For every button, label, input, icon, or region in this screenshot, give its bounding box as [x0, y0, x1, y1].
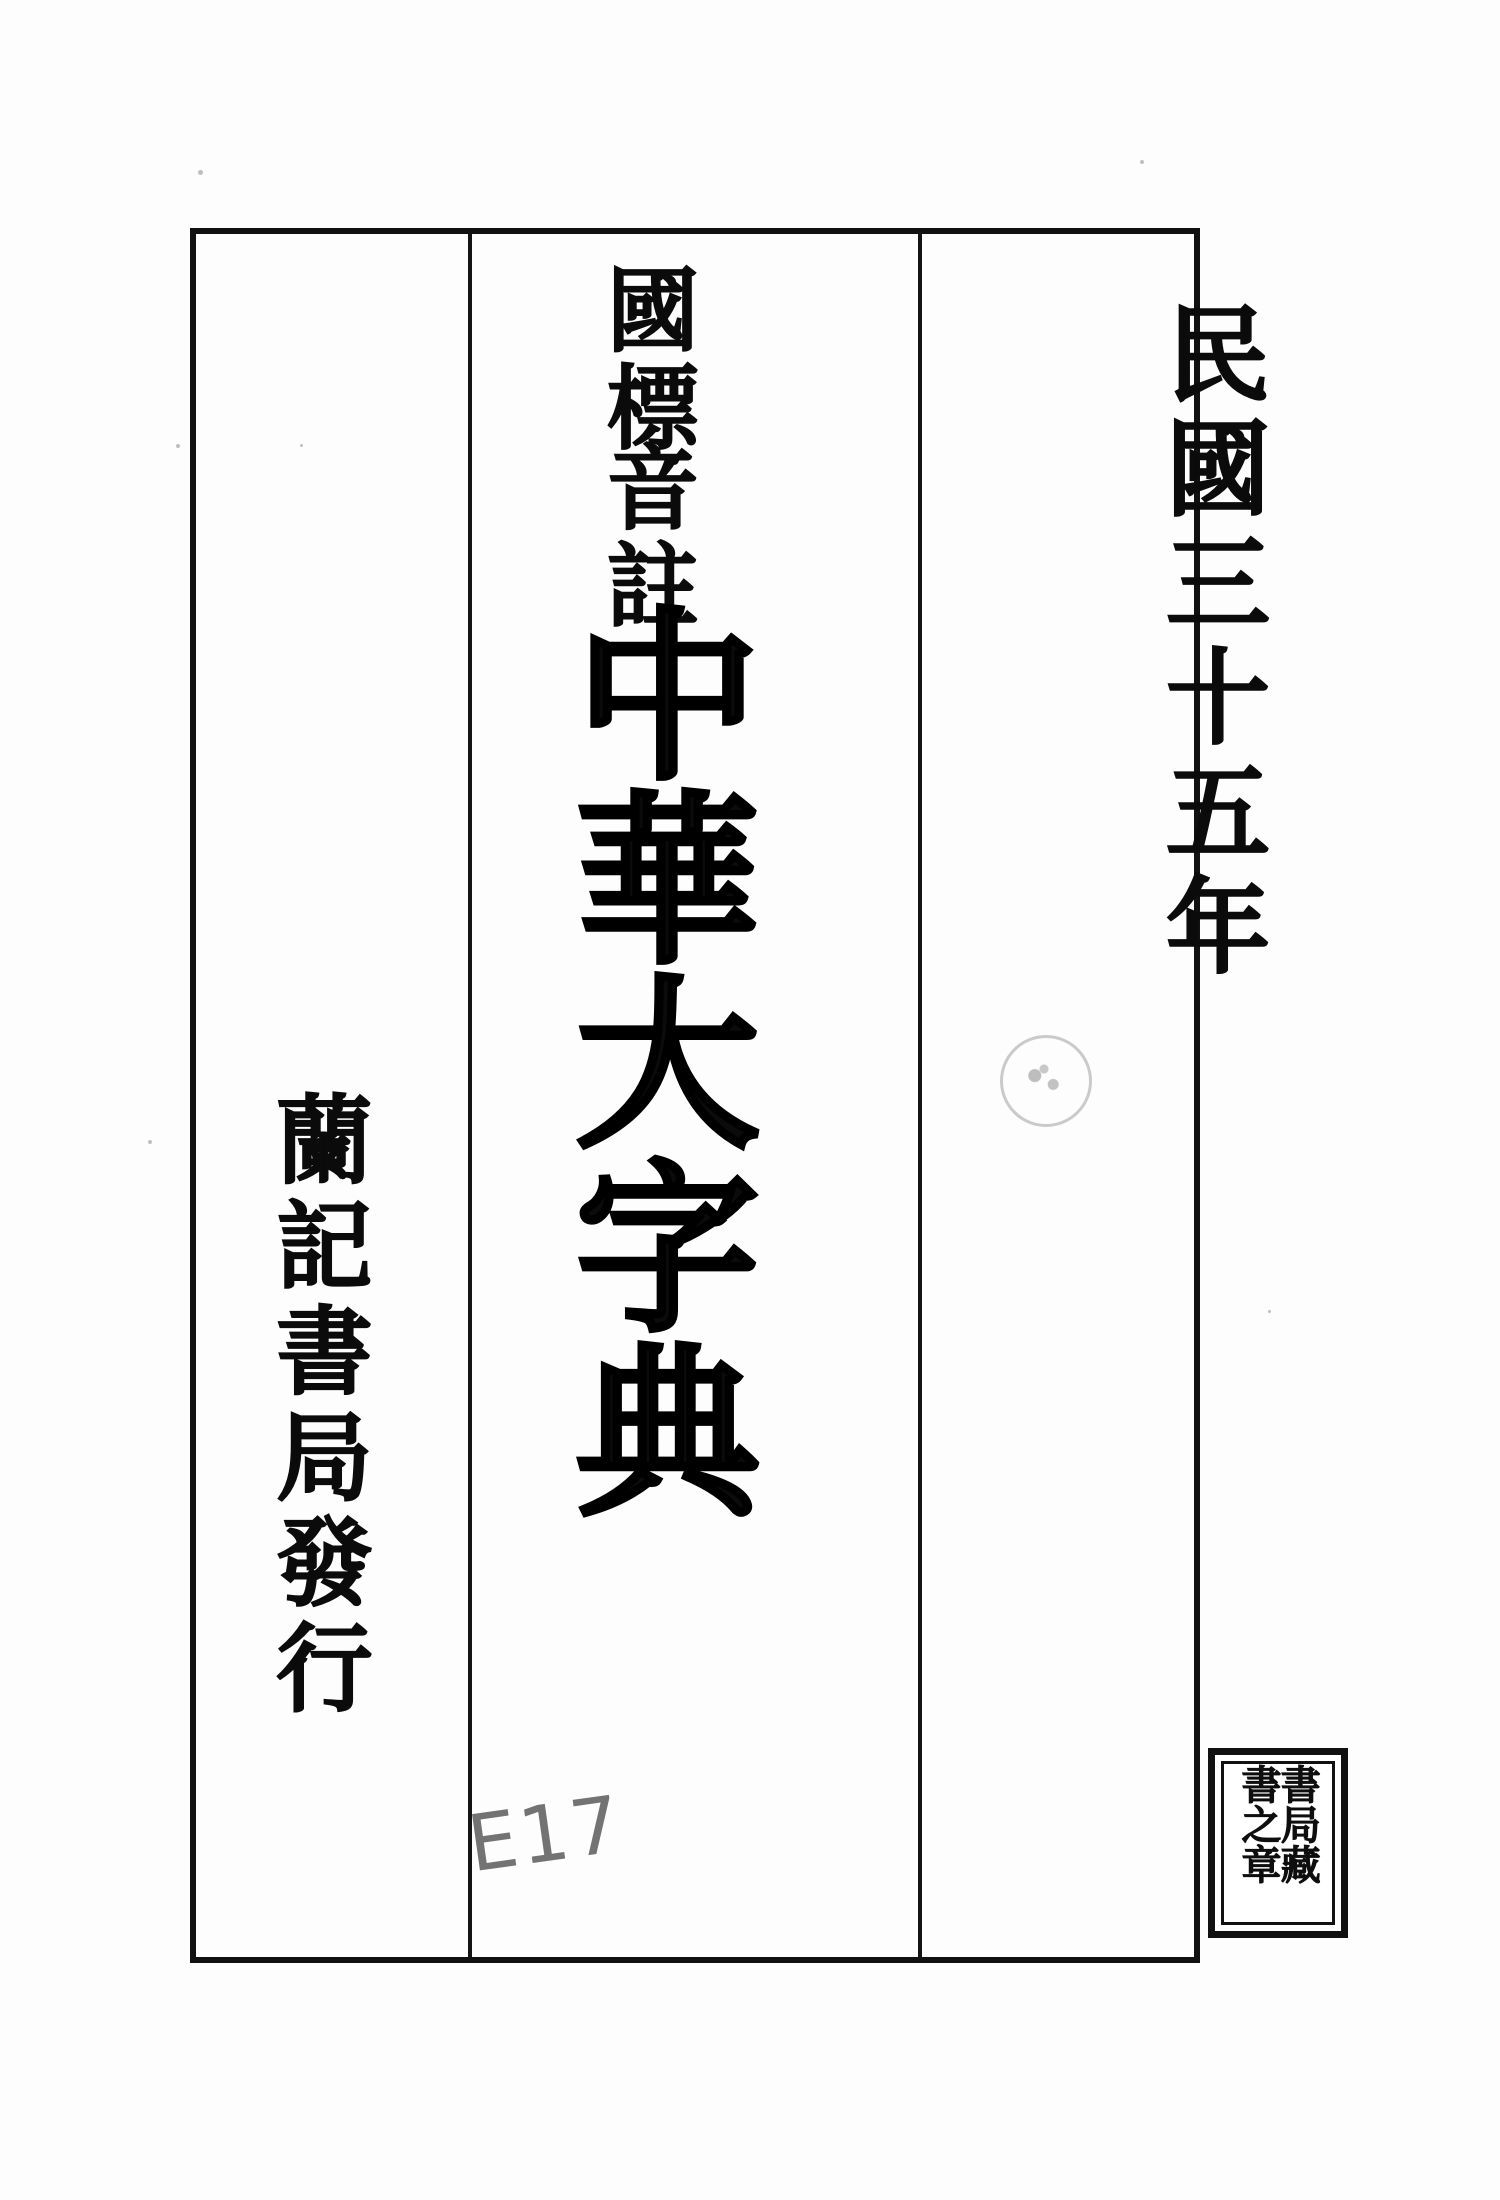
seal-inner-border	[1221, 1761, 1335, 1925]
square-library-seal	[1208, 1748, 1348, 1938]
subtitle-column-right: 國標	[591, 262, 700, 458]
scan-speckle	[1268, 1310, 1271, 1313]
seal-text: 書局藏書之章	[1235, 1764, 1322, 1884]
publication-year-column: 民國三十五年	[1148, 300, 1271, 987]
subtitle-column-left: 音註	[591, 440, 700, 636]
round-ink-stamp-icon	[1000, 1035, 1092, 1127]
scan-speckle	[176, 444, 180, 448]
scan-speckle	[198, 170, 203, 175]
publisher-column: 蘭記書局發行	[260, 1090, 374, 1724]
scan-speckle	[148, 1140, 152, 1144]
column-rule-right	[918, 234, 922, 1957]
column-rule-left	[468, 234, 472, 1957]
pencil-shelf-mark: E17	[462, 1779, 629, 1891]
main-title-column: 中華大字典	[544, 600, 760, 1520]
scan-speckle	[1140, 160, 1144, 164]
